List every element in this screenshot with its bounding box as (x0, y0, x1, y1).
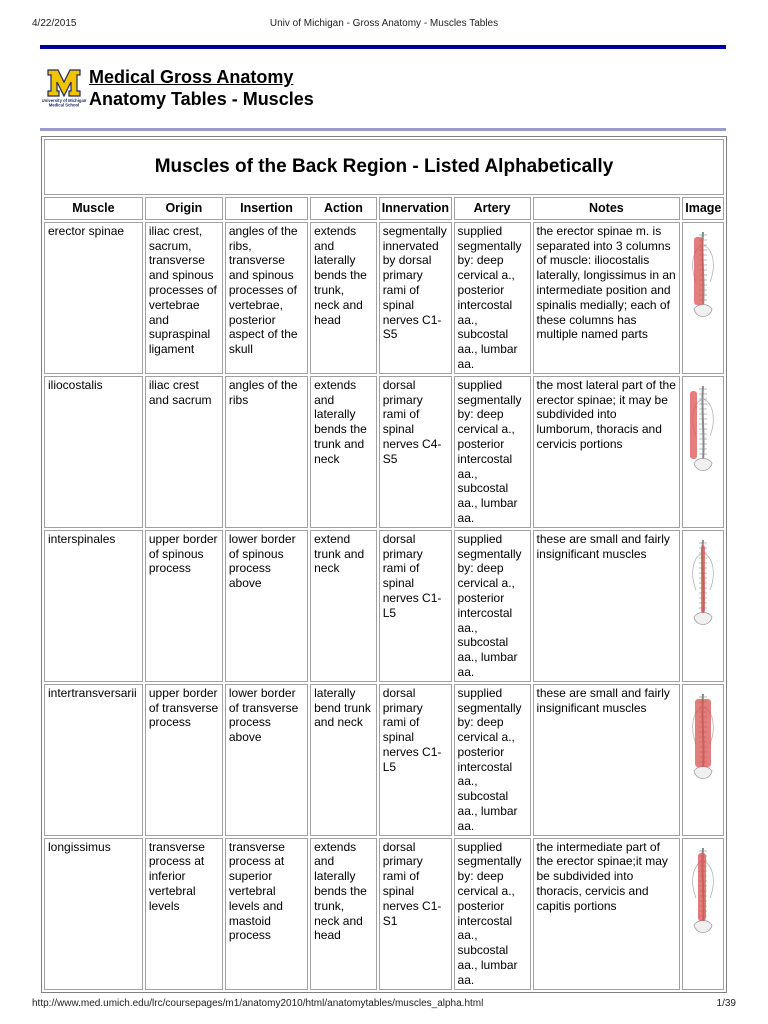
cell-artery: supplied segmentally by: deep cervical a., posterior intercostal aa., subcostal aa., lumbar aa. (454, 376, 531, 528)
umich-block-m-logo-icon[interactable] (42, 66, 86, 108)
table-row (44, 530, 724, 682)
cell-notes: the intermediate part of the erector spinae;it may be subdivided into thoracis, cervicis and capitis portions (533, 838, 681, 990)
cell-artery: supplied segmentally by: deep cervical a., posterior intercostal aa., subcostal aa., lumbar aa. (454, 222, 531, 374)
print-date: 4/22/2015 (32, 18, 77, 29)
cell-action: extends and laterally bends the trunk, neck and head (310, 838, 377, 990)
cell-origin: upper border of spinous process (145, 530, 223, 682)
cell-action: extend trunk and neck (310, 530, 377, 682)
erector-spinae-thumbnail-icon[interactable] (686, 227, 720, 327)
cell-image (682, 530, 724, 682)
iliocostalis-thumbnail-icon[interactable] (686, 381, 720, 481)
muscles-table-container (41, 136, 727, 994)
cell-notes: these are small and fairly insignificant muscles (533, 684, 681, 836)
cell-innervation: dorsal primary rami of spinal nerves C1-S1 (379, 838, 452, 990)
site-header (42, 66, 682, 116)
cell-image (682, 684, 724, 836)
cell-artery: supplied segmentally by: deep cervical a., posterior intercostal aa., subcostal aa., lumbar aa. (454, 684, 531, 836)
cell-insertion: lower border of spinous process above (225, 530, 308, 682)
print-footer (32, 998, 736, 1012)
cell-image (682, 376, 724, 528)
table-row (44, 222, 724, 374)
caption-row (44, 139, 724, 195)
logo-caption-line1: University of Michigan (42, 98, 86, 103)
header-origin: Origin (145, 197, 223, 220)
cell-insertion: angles of the ribs, transverse and spinous processes of vertebrae, posterior aspect of the skull (225, 222, 308, 374)
muscles-table (41, 136, 727, 993)
cell-muscle: longissimus (44, 838, 143, 990)
header-insertion: Insertion (225, 197, 308, 220)
cell-origin: transverse process at inferior vertebral levels (145, 838, 223, 990)
cell-innervation: segmentally innervated by dorsal primary rami of spinal nerves C1-S5 (379, 222, 452, 374)
print-header (32, 18, 736, 32)
longissimus-thumbnail-icon[interactable] (686, 843, 720, 943)
site-title-link[interactable]: Medical Gross Anatomy (89, 67, 294, 87)
header-row (44, 197, 724, 220)
cell-muscle: erector spinae (44, 222, 143, 374)
cell-innervation: dorsal primary rami of spinal nerves C4-S5 (379, 376, 452, 528)
table-row (44, 376, 724, 528)
header-image: Image (682, 197, 724, 220)
header-notes: Notes (533, 197, 681, 220)
print-page-title: Univ of Michigan - Gross Anatomy - Muscles Tables (269, 18, 499, 29)
top-divider (40, 45, 726, 49)
cell-notes: the erector spinae m. is separated into 3 columns of muscle: iliocostalis laterally, longissimus in an intermediate position and spinalis medially; each of these columns has multiple named parts (533, 222, 681, 374)
page-title: Anatomy Tables - Muscles (89, 89, 314, 109)
cell-artery: supplied segmentally by: deep cervical a., posterior intercostal aa., subcostal aa., lumbar aa. (454, 838, 531, 990)
cell-notes: these are small and fairly insignificant muscles (533, 530, 681, 682)
logo-caption-line2: Medical School (48, 102, 80, 108)
table-row (44, 838, 724, 990)
cell-origin: iliac crest, sacrum, transverse and spinous processes of vertebrae and supraspinal ligament (145, 222, 223, 374)
cell-insertion: transverse process at superior vertebral levels and mastoid process (225, 838, 308, 990)
intertransversarii-thumbnail-icon[interactable] (686, 689, 720, 789)
header-innervation: Innervation (379, 197, 452, 220)
cell-innervation: dorsal primary rami of spinal nerves C1-L5 (379, 684, 452, 836)
cell-image (682, 838, 724, 990)
cell-action: extends and laterally bends the trunk and neck (310, 376, 377, 528)
cell-muscle: intertransversarii (44, 684, 143, 836)
header-muscle: Muscle (44, 197, 143, 220)
cell-action: laterally bend trunk and neck (310, 684, 377, 836)
page-number: 1/39 (716, 998, 736, 1009)
cell-insertion: angles of the ribs (225, 376, 308, 528)
cell-muscle: iliocostalis (44, 376, 143, 528)
cell-origin: iliac crest and sacrum (145, 376, 223, 528)
cell-innervation: dorsal primary rami of spinal nerves C1-L5 (379, 530, 452, 682)
header-action: Action (310, 197, 377, 220)
header-artery: Artery (454, 197, 531, 220)
cell-action: extends and laterally bends the trunk, neck and head (310, 222, 377, 374)
table-row (44, 684, 724, 836)
cell-muscle: interspinales (44, 530, 143, 682)
cell-origin: upper border of transverse process (145, 684, 223, 836)
cell-image (682, 222, 724, 374)
table-caption: Muscles of the Back Region - Listed Alphabetically (44, 139, 724, 195)
interspinales-thumbnail-icon[interactable] (686, 535, 720, 635)
header-divider (40, 128, 726, 131)
print-url: http://www.med.umich.edu/lrc/coursepages/m1/anatomy2010/html/anatomytables/muscles_alpha.html (32, 998, 484, 1009)
cell-notes: the most lateral part of the erector spinae; it may be subdivided into lumborum, thoracis and cervicis portions (533, 376, 681, 528)
cell-insertion: lower border of transverse process above (225, 684, 308, 836)
cell-artery: supplied segmentally by: deep cervical a., posterior intercostal aa., subcostal aa., lumbar aa. (454, 530, 531, 682)
